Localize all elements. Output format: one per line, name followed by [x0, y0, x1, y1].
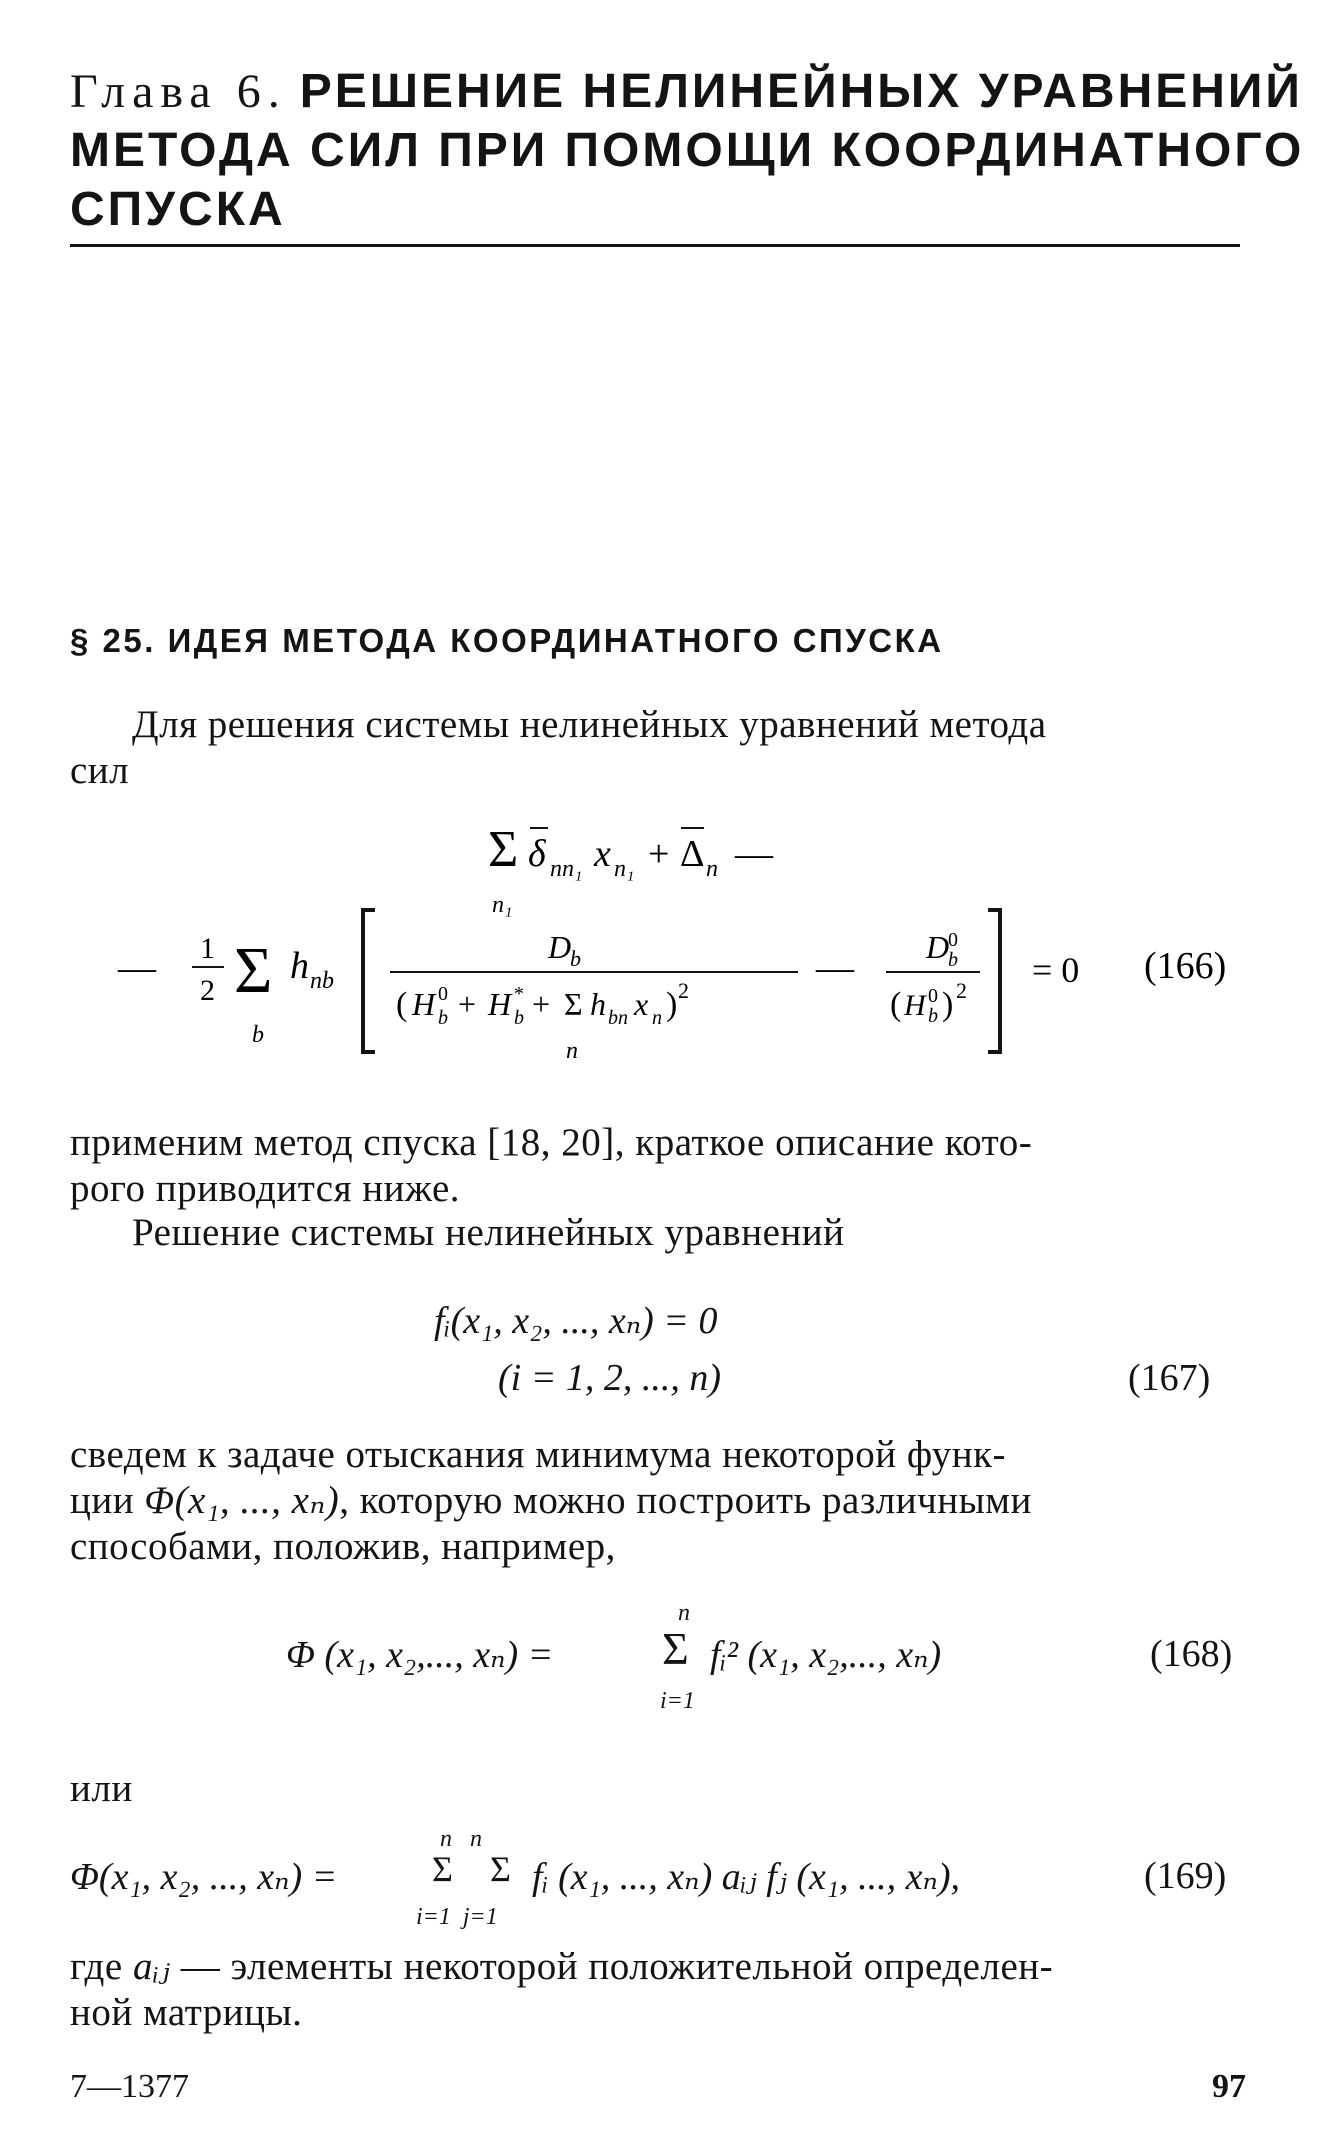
svg-text:b: b: [570, 946, 581, 971]
svg-text:b: b: [252, 1022, 264, 1048]
eq167-line-2: (i = 1, 2, ..., n): [498, 1357, 722, 1399]
intro-line-1: Для решения системы нелинейных уравнений метода: [132, 703, 1047, 746]
svg-text:—: —: [735, 833, 773, 875]
reduce-line-2-end: , которую можно построить различными: [339, 1479, 1032, 1522]
or-word: или: [70, 1767, 133, 1810]
svg-text:(: (: [396, 986, 408, 1023]
phi-function: Φ(x₁, ..., xₙ): [144, 1479, 340, 1522]
svg-text:b: b: [514, 1007, 524, 1029]
svg-text:Σ: Σ: [234, 934, 273, 1007]
svg-text:(: (: [890, 986, 902, 1023]
eq166-number: (166): [1144, 945, 1227, 987]
eq169-sum-bottom: i=1 j=1: [416, 1904, 498, 1930]
eq169-number: (169): [1144, 1855, 1227, 1897]
svg-text:*: *: [514, 983, 524, 1005]
eq166-top-line: [488, 821, 774, 918]
svg-text:δ: δ: [528, 833, 546, 875]
chapter-title-line3: СПУСКА: [70, 183, 286, 236]
svg-text:0: 0: [928, 985, 938, 1007]
eq168-rhs: fᵢ² (x₁, x₂,..., xₙ): [710, 1634, 942, 1676]
intro-line-2: сил: [70, 749, 130, 792]
eq169-sigma-j: Σ: [490, 1849, 511, 1889]
svg-text:2: 2: [678, 978, 689, 1003]
svg-text:b: b: [928, 1005, 938, 1027]
eq168-number: (168): [1150, 1633, 1233, 1675]
equation-166: [100, 800, 1260, 1100]
eq168-lhs: Φ (x₁, x₂,..., xₙ) =: [286, 1634, 554, 1676]
svg-text:0: 0: [438, 983, 448, 1005]
svg-text:h: h: [590, 986, 606, 1022]
svg-text:+: +: [648, 833, 670, 875]
svg-text:b: b: [438, 1007, 448, 1029]
eq169-sum-top: n n: [440, 1826, 482, 1852]
printer-signature: 7—1377: [70, 2068, 189, 2105]
solve-paragraph: [70, 1210, 1250, 1256]
svg-text:D: D: [926, 929, 950, 965]
where-line-2: ной матрицы.: [70, 1991, 303, 2034]
svg-text:+: +: [458, 986, 477, 1022]
method-line-2: рого приводится ниже.: [70, 1167, 461, 1210]
svg-text:n: n: [566, 1038, 578, 1064]
svg-text:H: H: [904, 989, 926, 1022]
svg-text:H: H: [488, 986, 512, 1022]
svg-text:): ): [666, 986, 678, 1023]
where-paragraph: [70, 1944, 1250, 2036]
svg-text:0: 0: [948, 929, 958, 951]
equation-168: [286, 1600, 1266, 1730]
equation-169: [70, 1826, 1260, 1936]
svg-text:Σ: Σ: [564, 986, 583, 1022]
svg-text:H: H: [412, 986, 436, 1022]
svg-text:x: x: [594, 833, 611, 875]
svg-text:1: 1: [200, 932, 215, 965]
where-line-1: [70, 1944, 1250, 1990]
or-paragraph: [70, 1766, 1250, 1812]
where-line-1-rest: — элементы некоторой положительной определен-: [170, 1945, 1054, 1988]
eq169-lhs: Φ(x₁, x₂, ..., xₙ) =: [70, 1856, 338, 1898]
method-line-1: применим метод спуска [18, 20], краткое описание кото-: [70, 1121, 1033, 1164]
svg-text:nn₁: nn₁: [550, 856, 583, 882]
page-number: 97: [1212, 2068, 1246, 2105]
svg-text:Δ: Δ: [680, 833, 705, 875]
chapter-rule: [70, 244, 1240, 247]
reduce-line-2: [70, 1478, 1250, 1524]
svg-text:n₁: n₁: [492, 892, 513, 918]
method-paragraph: [70, 1120, 1250, 1212]
eq168-sum-bottom: i=1: [660, 1688, 695, 1714]
intro-paragraph: [70, 702, 1250, 794]
svg-text:h: h: [290, 945, 309, 987]
eq169-rhs: fᵢ (x₁, ..., xₙ) aᵢⱼ fⱼ (x₁, ..., xₙ),: [532, 1856, 961, 1898]
svg-text:x: x: [634, 986, 649, 1022]
section-title: § 25. ИДЕЯ МЕТОДА КООРДИНАТНОГО СПУСКА: [70, 622, 944, 659]
svg-text:n: n: [706, 856, 718, 882]
reduce-line-3: способами, положив, например,: [70, 1525, 616, 1568]
eq169-sigma-i: Σ: [432, 1849, 453, 1889]
eq167-line-1: fᵢ(x₁, x₂, ..., xₙ) = 0: [434, 1300, 718, 1342]
chapter-heading: [70, 62, 1305, 239]
svg-text:bn: bn: [608, 1007, 628, 1029]
svg-text:n: n: [652, 1007, 662, 1029]
svg-text:Σ: Σ: [488, 821, 519, 878]
reduce-paragraph: [70, 1432, 1250, 1570]
a-ij-symbol: aᵢⱼ: [132, 1945, 171, 1988]
chapter-prefix: Глава 6.: [70, 65, 287, 118]
solve-line: Решение системы нелинейных уравнений: [132, 1211, 845, 1254]
svg-text:= 0: = 0: [1032, 950, 1080, 990]
svg-text:—: —: [816, 947, 854, 989]
where-prefix: где: [70, 1945, 133, 1988]
svg-text:b: b: [948, 949, 958, 971]
svg-text:—: —: [118, 947, 156, 989]
eq168-sum-top: n: [678, 1600, 690, 1626]
eq168-sigma: Σ: [662, 1623, 689, 1674]
reduce-line-2-start: ции: [70, 1479, 145, 1522]
svg-text:n₁: n₁: [614, 856, 635, 882]
chapter-title-line1: РЕШЕНИЕ НЕЛИНЕЙНЫХ УРАВНЕНИЙ: [299, 65, 1303, 118]
svg-text:): ): [942, 986, 954, 1023]
reduce-line-1: сведем к задаче отыскания минимума некоторой функ-: [70, 1433, 1007, 1476]
svg-text:nb: nb: [310, 968, 334, 994]
chapter-title-line2: МЕТОДА СИЛ ПРИ ПОМОЩИ КООРДИНАТНОГО: [70, 124, 1305, 177]
svg-text:D: D: [548, 929, 572, 965]
eq167-number: (167): [1128, 1357, 1211, 1399]
svg-text:2: 2: [956, 978, 967, 1003]
svg-text:2: 2: [200, 974, 215, 1007]
eq166-bottom-line: [117, 910, 1079, 1064]
svg-text:+: +: [532, 986, 551, 1022]
